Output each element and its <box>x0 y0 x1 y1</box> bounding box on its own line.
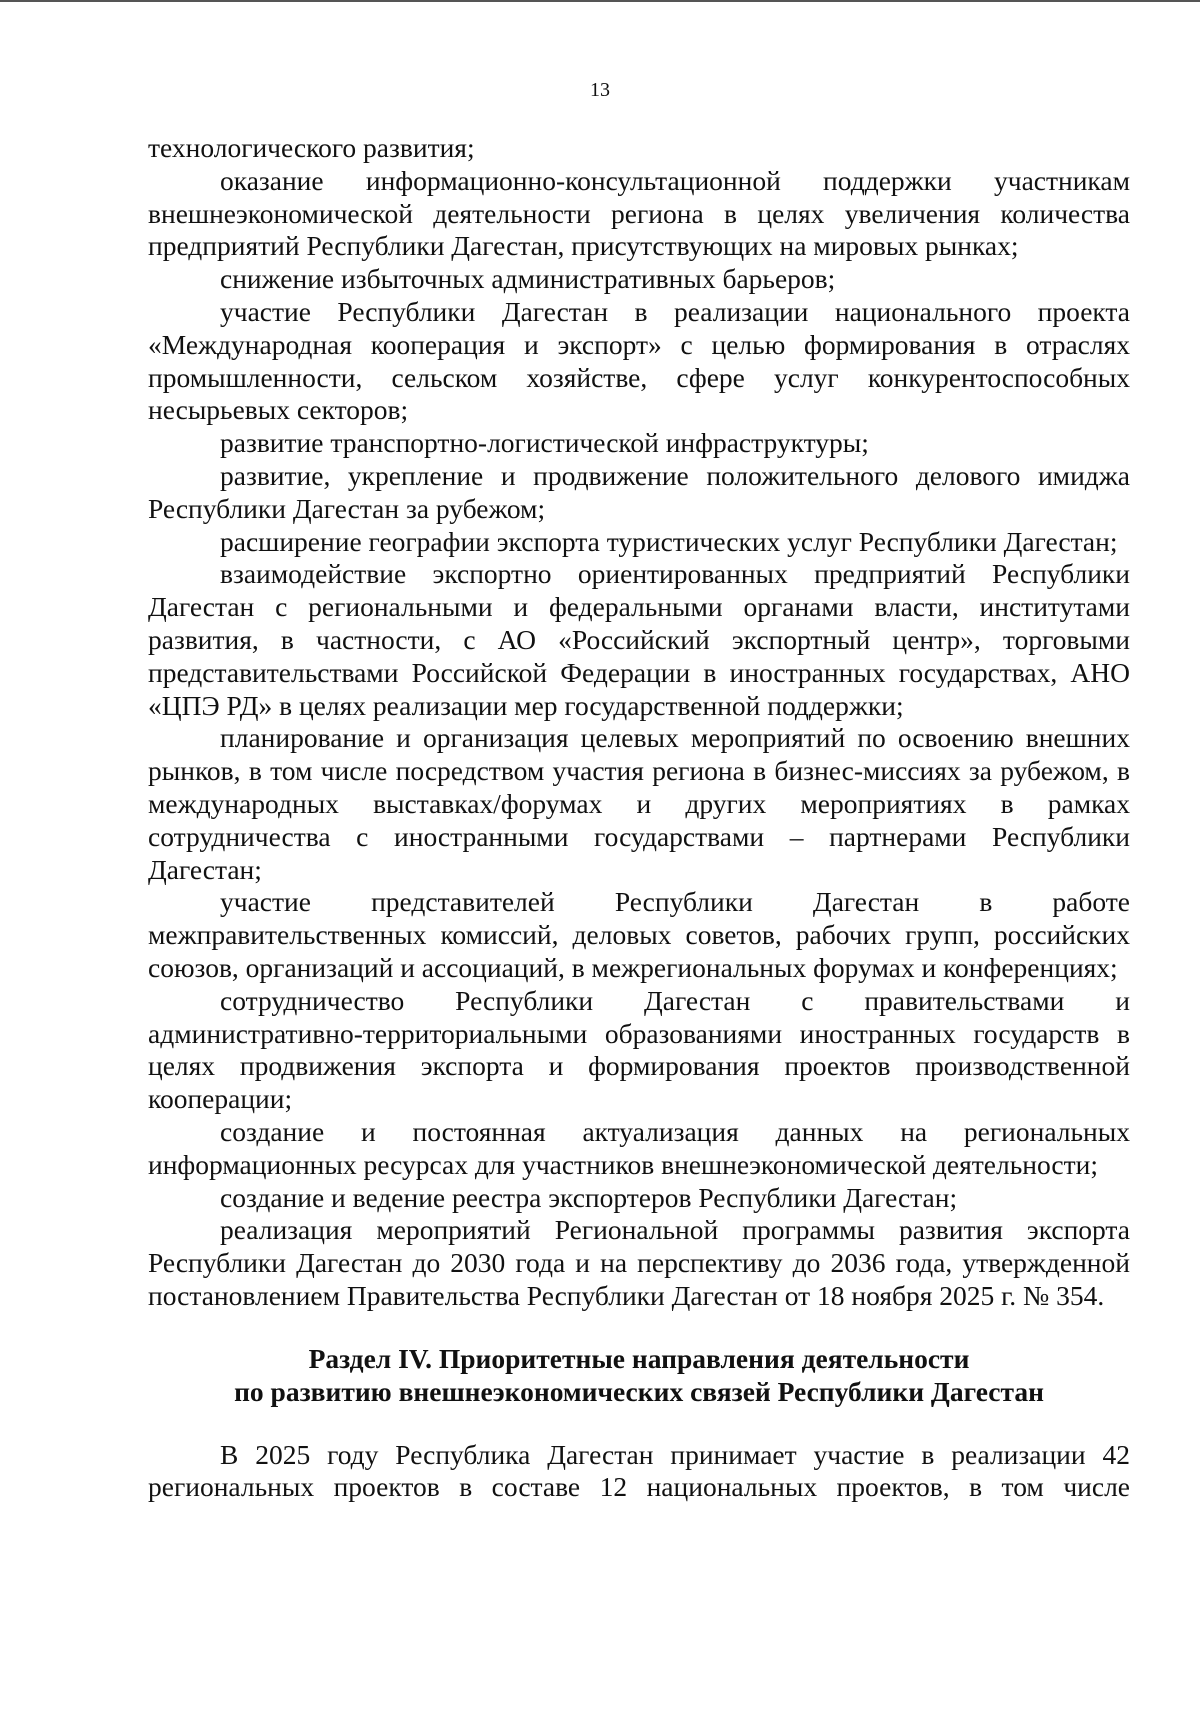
list-item-paragraph: планирование и организация целевых мероприятий по освоению внешних рынков, в том числе посредством участия региона в бизнес-миссиях за рубежом, в международных выставках/форумах и других мероприятиях в рамках сотрудничества с иностранными государствами – партнерами Республики Дагестан; <box>148 722 1130 885</box>
list-item-paragraph: создание и постоянная актуализация данных на региональных информационных ресурсах для участников внешнеэкономической деятельности; <box>148 1115 1130 1180</box>
list-item-paragraph: создание и ведение реестра экспортеров Республики Дагестан; <box>220 1181 958 1213</box>
list-item-paragraph: развитие, укрепление и продвижение положительного делового имиджа Республики Дагестан за рубежом; <box>148 459 1130 524</box>
section-heading <box>148 1342 1130 1408</box>
list-item-paragraph: расширение географии экспорта туристических услуг Республики Дагестан; <box>220 525 1118 557</box>
list-item-paragraph: участие представителей Республики Дагестан в работе межправительственных комиссий, деловых советов, рабочих групп, российских союзов, организаций и ассоциаций, в межрегиональных форумах и конференциях; <box>148 886 1130 983</box>
section-heading-line-2: по развитию внешнеэкономических связей Республики Дагестан <box>234 1375 1044 1407</box>
list-item-paragraph: сотрудничество Республики Дагестан с правительствами и административно-территориальными образованиями иностранных государств в целях продвижения экспорта и формирования проектов производственной кооперации; <box>148 984 1130 1115</box>
list-item-paragraph: участие Республики Дагестан в реализации национального проекта «Международная кооперация и экспорт» с целью формирования в отраслях промышленности, сельском хозяйстве, сфере услуг конкурентоспособных несырьевых секторов; <box>148 295 1130 426</box>
list-item-paragraph: оказание информационно-консультационной поддержки участникам внешнеэкономической деятельности региона в целях увеличения количества предприятий Республики Дагестан, присутствующих на мировых рынках; <box>148 164 1130 262</box>
section-intro-paragraph: В 2025 году Республика Дагестан принимает участие в реализации 42 региональных проектов в составе 12 национальных проектов, в том числе <box>148 1438 1130 1503</box>
list-item-paragraph: снижение избыточных административных барьеров; <box>220 263 836 295</box>
list-item-paragraph: взаимодействие экспортно ориентированных предприятий Республики Дагестан с региональными и федеральными органами власти, институтами развития, в частности, с АО «Российский экспортный центр», торговыми представительствами Российской Федерации в иностранных государствах, АНО «ЦПЭ РД» в целях реализации мер государственной поддержки; <box>148 558 1130 721</box>
page-number: 13 <box>590 79 610 101</box>
list-item-paragraph: развитие транспортно-логистической инфраструктуры; <box>220 427 869 459</box>
paragraph-continuation: технологического развития; <box>148 132 475 163</box>
list-item-paragraph: реализация мероприятий Региональной программы развития экспорта Республики Дагестан до 2030 года и на перспективу до 2036 года, утвержденной постановлением Правительства Республики Дагестан от 18 ноября 2025 г. № 354. <box>148 1214 1130 1311</box>
section-heading-line-1: Раздел IV. Приоритетные направления деятельности <box>308 1342 970 1374</box>
document-body <box>148 132 1130 1504</box>
scan-edge-line <box>0 0 1200 2</box>
